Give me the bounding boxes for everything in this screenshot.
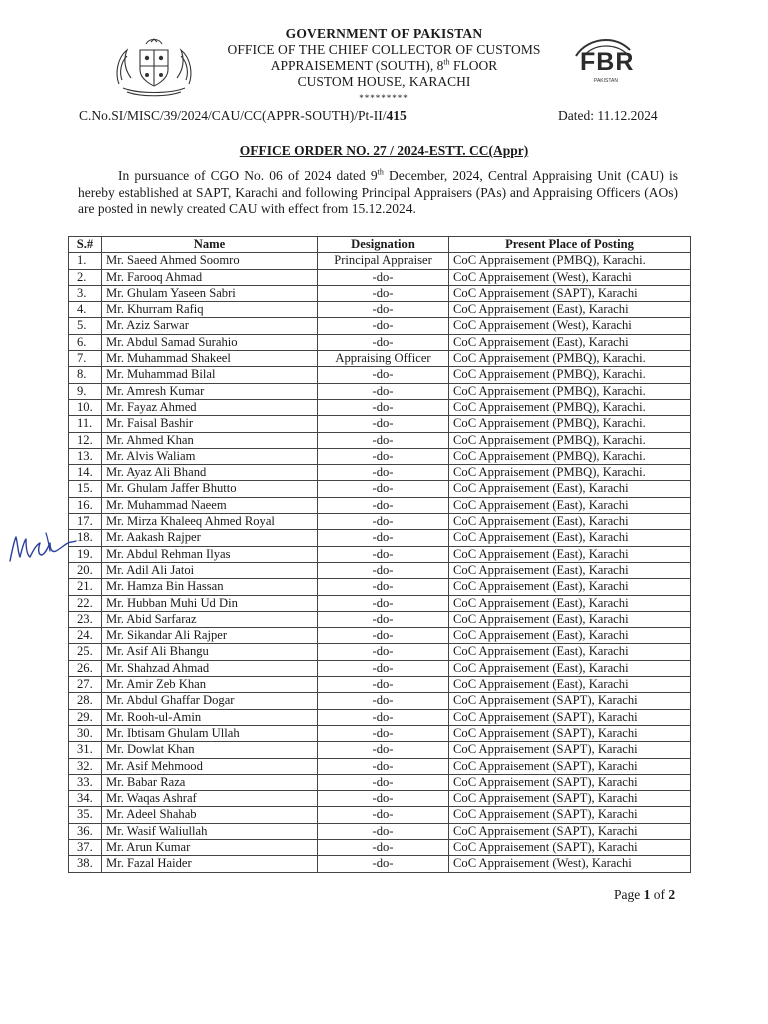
cell-name: Mr. Saeed Ahmed Soomro xyxy=(102,253,318,269)
appraisement-heading-text: APPRAISEMENT (SOUTH), 8 xyxy=(270,58,444,73)
cell-serial: 7. xyxy=(69,351,102,367)
cell-posting: CoC Appraisement (PMBQ), Karachi. xyxy=(449,416,691,432)
page-current: 1 xyxy=(643,887,651,902)
table-row xyxy=(69,399,691,415)
cell-designation: -do- xyxy=(318,742,449,758)
order-date: Dated: 11.12.2024 xyxy=(558,108,658,123)
cell-serial: 11. xyxy=(69,416,102,432)
cell-serial: 6. xyxy=(69,334,102,350)
cell-name: Mr. Ghulam Jaffer Bhutto xyxy=(102,481,318,497)
table-row xyxy=(69,774,691,790)
cell-serial: 30. xyxy=(69,725,102,741)
page-label: Page xyxy=(614,887,644,902)
table-row xyxy=(69,530,691,546)
cell-serial: 20. xyxy=(69,562,102,578)
cell-serial: 8. xyxy=(69,367,102,383)
cell-serial: 22. xyxy=(69,595,102,611)
cell-name: Mr. Adil Ali Jatoi xyxy=(102,562,318,578)
cell-serial: 21. xyxy=(69,579,102,595)
cell-name: Mr. Aziz Sarwar xyxy=(102,318,318,334)
cell-posting: CoC Appraisement (PMBQ), Karachi. xyxy=(449,383,691,399)
cell-posting: CoC Appraisement (SAPT), Karachi xyxy=(449,839,691,855)
cell-name: Mr. Ibtisam Ghulam Ullah xyxy=(102,725,318,741)
page-indicator xyxy=(614,887,675,903)
cell-posting: CoC Appraisement (East), Karachi xyxy=(449,546,691,562)
cell-posting: CoC Appraisement (PMBQ), Karachi. xyxy=(449,399,691,415)
cell-posting: CoC Appraisement (East), Karachi xyxy=(449,302,691,318)
cell-name: Mr. Shahzad Ahmad xyxy=(102,660,318,676)
cell-posting: CoC Appraisement (PMBQ), Karachi. xyxy=(449,448,691,464)
cell-posting: CoC Appraisement (SAPT), Karachi xyxy=(449,758,691,774)
floor-ordinal: th xyxy=(443,57,450,67)
cell-serial: 19. xyxy=(69,546,102,562)
cell-posting: CoC Appraisement (PMBQ), Karachi. xyxy=(449,367,691,383)
cell-name: Mr. Abdul Samad Surahio xyxy=(102,334,318,350)
cell-designation: -do- xyxy=(318,660,449,676)
table-row xyxy=(69,856,691,872)
table-row xyxy=(69,579,691,595)
table-row xyxy=(69,677,691,693)
cell-designation: -do- xyxy=(318,807,449,823)
cell-posting: CoC Appraisement (East), Karachi xyxy=(449,595,691,611)
table-row xyxy=(69,693,691,709)
reference-number xyxy=(79,108,407,124)
table-row xyxy=(69,481,691,497)
cell-designation: -do- xyxy=(318,628,449,644)
appraisement-heading xyxy=(0,58,768,74)
cell-posting: CoC Appraisement (SAPT), Karachi xyxy=(449,709,691,725)
appraisement-heading-suffix: FLOOR xyxy=(449,58,498,73)
cell-posting: CoC Appraisement (SAPT), Karachi xyxy=(449,774,691,790)
table-row xyxy=(69,465,691,481)
table-row xyxy=(69,432,691,448)
fbr-logo-text: FBR xyxy=(580,48,635,76)
table-row xyxy=(69,514,691,530)
order-title-text: OFFICE ORDER NO. 27 / 2024-ESTT. CC(Appr) xyxy=(239,143,529,158)
table-row xyxy=(69,497,691,513)
cell-name: Mr. Ghulam Yaseen Sabri xyxy=(102,285,318,301)
cell-posting: CoC Appraisement (SAPT), Karachi xyxy=(449,742,691,758)
cell-designation: -do- xyxy=(318,302,449,318)
cell-posting: CoC Appraisement (PMBQ), Karachi. xyxy=(449,465,691,481)
cell-designation: -do- xyxy=(318,285,449,301)
cell-serial: 34. xyxy=(69,791,102,807)
table-row xyxy=(69,302,691,318)
cell-posting: CoC Appraisement (West), Karachi xyxy=(449,856,691,872)
page-total: 2 xyxy=(668,887,676,902)
cell-name: Mr. Abdul Ghaffar Dogar xyxy=(102,693,318,709)
cell-name: Mr. Aakash Rajper xyxy=(102,530,318,546)
cell-serial: 14. xyxy=(69,465,102,481)
cell-name: Mr. Faisal Bashir xyxy=(102,416,318,432)
cell-designation: -do- xyxy=(318,611,449,627)
table-row xyxy=(69,758,691,774)
cell-posting: CoC Appraisement (East), Karachi xyxy=(449,497,691,513)
intro-paragraph xyxy=(78,168,678,218)
cell-serial: 13. xyxy=(69,448,102,464)
cell-serial: 17. xyxy=(69,514,102,530)
cell-designation: -do- xyxy=(318,644,449,660)
cell-posting: CoC Appraisement (PMBQ), Karachi. xyxy=(449,253,691,269)
cell-name: Mr. Dowlat Khan xyxy=(102,742,318,758)
cell-serial: 4. xyxy=(69,302,102,318)
table-header-row xyxy=(69,237,691,253)
cell-designation: -do- xyxy=(318,823,449,839)
cell-serial: 10. xyxy=(69,399,102,415)
cell-posting: CoC Appraisement (SAPT), Karachi xyxy=(449,791,691,807)
cell-posting: CoC Appraisement (East), Karachi xyxy=(449,660,691,676)
cell-name: Mr. Amresh Kumar xyxy=(102,383,318,399)
handwritten-initials xyxy=(6,525,78,567)
government-heading: GOVERNMENT OF PAKISTAN xyxy=(285,26,483,41)
cell-name: Mr. Fazal Haider xyxy=(102,856,318,872)
cell-serial: 26. xyxy=(69,660,102,676)
cell-designation: -do- xyxy=(318,514,449,530)
cell-serial: 31. xyxy=(69,742,102,758)
cell-posting: CoC Appraisement (East), Karachi xyxy=(449,481,691,497)
cell-serial: 16. xyxy=(69,497,102,513)
cell-name: Mr. Sikandar Ali Rajper xyxy=(102,628,318,644)
table-row xyxy=(69,334,691,350)
cell-name: Mr. Hubban Muhi Ud Din xyxy=(102,595,318,611)
cell-name: Mr. Asif Ali Bhangu xyxy=(102,644,318,660)
cell-designation: -do- xyxy=(318,530,449,546)
cell-posting: CoC Appraisement (SAPT), Karachi xyxy=(449,285,691,301)
cell-serial: 37. xyxy=(69,839,102,855)
cell-designation: -do- xyxy=(318,416,449,432)
cell-posting: CoC Appraisement (East), Karachi xyxy=(449,579,691,595)
cell-designation: -do- xyxy=(318,465,449,481)
cell-posting: CoC Appraisement (East), Karachi xyxy=(449,611,691,627)
table-row xyxy=(69,253,691,269)
cell-designation: -do- xyxy=(318,839,449,855)
cell-designation: -do- xyxy=(318,856,449,872)
cell-name: Mr. Hamza Bin Hassan xyxy=(102,579,318,595)
page-of: of xyxy=(650,887,669,902)
table-row xyxy=(69,725,691,741)
header-separator: ********* xyxy=(359,93,409,103)
cell-designation: -do- xyxy=(318,709,449,725)
cell-name: Mr. Ayaz Ali Bhand xyxy=(102,465,318,481)
cell-serial: 9. xyxy=(69,383,102,399)
col-header-designation: Designation xyxy=(318,237,449,253)
cell-designation: Principal Appraiser xyxy=(318,253,449,269)
table-row xyxy=(69,823,691,839)
cell-designation: -do- xyxy=(318,432,449,448)
cell-name: Mr. Alvis Waliam xyxy=(102,448,318,464)
table-row xyxy=(69,351,691,367)
cell-designation: -do- xyxy=(318,677,449,693)
cell-posting: CoC Appraisement (East), Karachi xyxy=(449,644,691,660)
col-header-name: Name xyxy=(102,237,318,253)
cell-serial: 25. xyxy=(69,644,102,660)
cell-name: Mr. Ahmed Khan xyxy=(102,432,318,448)
cell-designation: -do- xyxy=(318,725,449,741)
reference-prefix: C.No.SI/MISC/39/2024/CAU/CC(APPR-SOUTH)/Pt-II/ xyxy=(79,108,387,123)
table-row xyxy=(69,791,691,807)
table-row xyxy=(69,318,691,334)
cell-designation: -do- xyxy=(318,562,449,578)
cell-designation: -do- xyxy=(318,758,449,774)
cell-serial: 35. xyxy=(69,807,102,823)
cell-designation: -do- xyxy=(318,367,449,383)
cell-posting: CoC Appraisement (East), Karachi xyxy=(449,628,691,644)
cell-designation: -do- xyxy=(318,546,449,562)
cell-designation: -do- xyxy=(318,318,449,334)
table-row xyxy=(69,285,691,301)
table-row xyxy=(69,742,691,758)
table-row xyxy=(69,546,691,562)
cell-serial: 12. xyxy=(69,432,102,448)
cell-serial: 24. xyxy=(69,628,102,644)
cell-serial: 28. xyxy=(69,693,102,709)
table-row xyxy=(69,644,691,660)
table-row xyxy=(69,611,691,627)
cell-designation: -do- xyxy=(318,334,449,350)
cell-serial: 36. xyxy=(69,823,102,839)
table-row xyxy=(69,448,691,464)
cell-posting: CoC Appraisement (East), Karachi xyxy=(449,514,691,530)
reference-serial: 415 xyxy=(386,108,407,123)
cell-posting: CoC Appraisement (West), Karachi xyxy=(449,269,691,285)
table-row xyxy=(69,269,691,285)
cell-name: Mr. Asif Mehmood xyxy=(102,758,318,774)
cell-serial: 3. xyxy=(69,285,102,301)
cell-serial: 1. xyxy=(69,253,102,269)
table-row xyxy=(69,709,691,725)
cell-name: Mr. Muhammad Bilal xyxy=(102,367,318,383)
cell-posting: CoC Appraisement (PMBQ), Karachi. xyxy=(449,432,691,448)
cell-name: Mr. Mirza Khaleeq Ahmed Royal xyxy=(102,514,318,530)
cell-designation: -do- xyxy=(318,774,449,790)
cell-serial: 38. xyxy=(69,856,102,872)
table-row xyxy=(69,595,691,611)
cell-designation: -do- xyxy=(318,481,449,497)
fbr-logo-subtext: PAKISTAN xyxy=(594,78,618,84)
cell-name: Mr. Khurram Rafiq xyxy=(102,302,318,318)
table-row xyxy=(69,807,691,823)
cell-designation: -do- xyxy=(318,269,449,285)
cell-serial: 27. xyxy=(69,677,102,693)
cell-serial: 32. xyxy=(69,758,102,774)
cell-serial: 33. xyxy=(69,774,102,790)
cell-name: Mr. Rooh-ul-Amin xyxy=(102,709,318,725)
cell-designation: -do- xyxy=(318,791,449,807)
cell-posting: CoC Appraisement (SAPT), Karachi xyxy=(449,823,691,839)
cell-name: Mr. Abdul Rehman Ilyas xyxy=(102,546,318,562)
table-body xyxy=(69,253,691,872)
intro-part-2: December, 2024, Central Appraising Unit (CAU) is hereby established at SAPT, Karachi and following Principal Appraisers (PAs) and Appraising Officers (AOs) are posted in newly created CAU with effect from 15.12.2024. xyxy=(78,168,678,216)
order-title xyxy=(0,143,768,159)
cell-name: Mr. Muhammad Shakeel xyxy=(102,351,318,367)
table-row xyxy=(69,628,691,644)
cell-posting: CoC Appraisement (West), Karachi xyxy=(449,318,691,334)
cell-serial: 23. xyxy=(69,611,102,627)
office-heading: OFFICE OF THE CHIEF COLLECTOR OF CUSTOMS xyxy=(227,42,541,57)
cell-posting: CoC Appraisement (East), Karachi xyxy=(449,530,691,546)
custom-house-heading: CUSTOM HOUSE, KARACHI xyxy=(297,74,471,89)
cell-name: Mr. Wasif Waliullah xyxy=(102,823,318,839)
cell-posting: CoC Appraisement (East), Karachi xyxy=(449,677,691,693)
cell-designation: -do- xyxy=(318,383,449,399)
cell-posting: CoC Appraisement (East), Karachi xyxy=(449,562,691,578)
cell-serial: 5. xyxy=(69,318,102,334)
cell-name: Mr. Fayaz Ahmed xyxy=(102,399,318,415)
cell-designation: Appraising Officer xyxy=(318,351,449,367)
cell-serial: 2. xyxy=(69,269,102,285)
cell-posting: CoC Appraisement (SAPT), Karachi xyxy=(449,693,691,709)
cell-designation: -do- xyxy=(318,497,449,513)
cell-name: Mr. Amir Zeb Khan xyxy=(102,677,318,693)
cell-name: Mr. Arun Kumar xyxy=(102,839,318,855)
table-row xyxy=(69,839,691,855)
cell-serial: 29. xyxy=(69,709,102,725)
cell-designation: -do- xyxy=(318,579,449,595)
table-row xyxy=(69,383,691,399)
intro-part-1: In pursuance of CGO No. 06 of 2024 dated 9 xyxy=(118,168,378,183)
table-row xyxy=(69,367,691,383)
cell-posting: CoC Appraisement (East), Karachi xyxy=(449,334,691,350)
cell-posting: CoC Appraisement (PMBQ), Karachi. xyxy=(449,351,691,367)
table-row xyxy=(69,416,691,432)
table-row xyxy=(69,562,691,578)
cell-serial: 15. xyxy=(69,481,102,497)
posting-table xyxy=(68,236,691,873)
cell-posting: CoC Appraisement (SAPT), Karachi xyxy=(449,807,691,823)
cell-serial: 18. xyxy=(69,530,102,546)
col-header-posting: Present Place of Posting xyxy=(449,237,691,253)
cell-posting: CoC Appraisement (SAPT), Karachi xyxy=(449,725,691,741)
cell-designation: -do- xyxy=(318,399,449,415)
cell-designation: -do- xyxy=(318,448,449,464)
col-header-serial: S.# xyxy=(69,237,102,253)
cell-name: Mr. Waqas Ashraf xyxy=(102,791,318,807)
cell-name: Mr. Muhammad Naeem xyxy=(102,497,318,513)
cell-name: Mr. Abid Sarfaraz xyxy=(102,611,318,627)
table-row xyxy=(69,660,691,676)
cell-name: Mr. Adeel Shahab xyxy=(102,807,318,823)
cell-name: Mr. Farooq Ahmad xyxy=(102,269,318,285)
cell-name: Mr. Babar Raza xyxy=(102,774,318,790)
cell-designation: -do- xyxy=(318,595,449,611)
intro-ordinal: th xyxy=(377,167,384,177)
cell-designation: -do- xyxy=(318,693,449,709)
